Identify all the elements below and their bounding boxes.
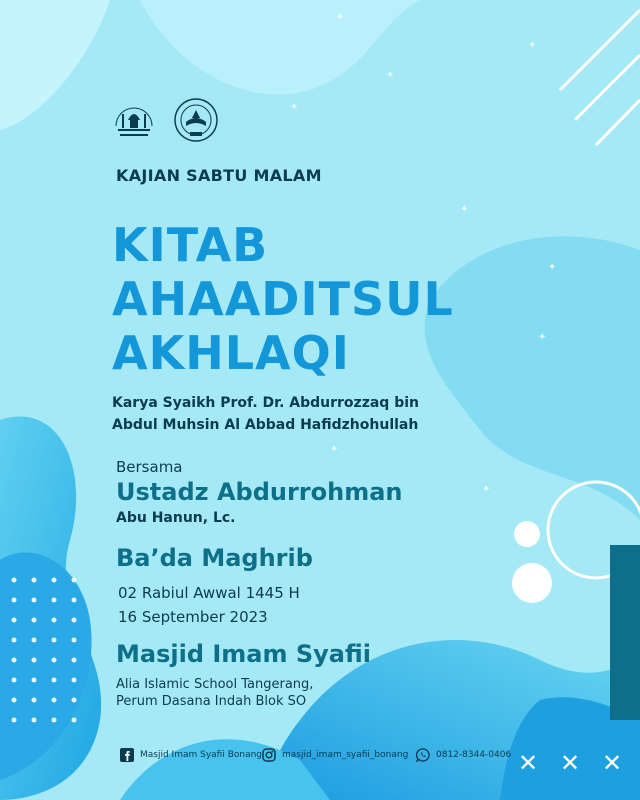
facebook-icon xyxy=(120,748,134,762)
date-hijri: 02 Rabiul Awwal 1445 H xyxy=(118,584,300,602)
date-masehi: 16 September 2023 xyxy=(118,608,268,626)
venue-name: Masjid Imam Syafii xyxy=(116,640,371,668)
school-logo-icon xyxy=(172,96,220,144)
svg-text:✦: ✦ xyxy=(538,332,547,343)
kitab-title xyxy=(112,218,532,380)
venue-address xyxy=(116,676,416,710)
svg-text:✦: ✦ xyxy=(290,102,299,113)
with-label: Bersama xyxy=(116,458,183,476)
title-line: AKHLAQI xyxy=(112,326,350,380)
speaker-name: Ustadz Abdurrohman xyxy=(116,478,403,506)
svg-text:✦: ✦ xyxy=(460,204,469,215)
decor-x-mark: ✕ xyxy=(602,749,623,777)
instagram-contact[interactable] xyxy=(262,748,408,762)
decor-x-mark: ✕ xyxy=(518,749,539,777)
title-line: KITAB xyxy=(112,218,269,272)
author-credit xyxy=(112,392,532,436)
facebook-contact[interactable] xyxy=(120,748,262,762)
whatsapp-contact[interactable] xyxy=(416,748,511,762)
address-line: Perum Dasana Indah Blok SO xyxy=(116,694,307,709)
author-line: Karya Syaikh Prof. Dr. Abdurrozzaq bin xyxy=(112,395,419,411)
instagram-icon xyxy=(262,748,276,762)
svg-text:✦: ✦ xyxy=(336,12,345,23)
svg-text:✦: ✦ xyxy=(482,484,491,495)
footer-contacts xyxy=(0,748,640,778)
author-line: Abdul Muhsin Al Abbad Hafidzhohullah xyxy=(112,417,419,433)
speaker-title: Abu Hanun, Lc. xyxy=(116,510,236,526)
whatsapp-icon xyxy=(416,748,430,762)
facebook-handle: Masjid Imam Syafii Bonang xyxy=(140,750,263,760)
svg-text:✦: ✦ xyxy=(330,444,339,455)
whatsapp-number: 0812-8344-0406 xyxy=(436,750,512,760)
svg-text:✦: ✦ xyxy=(548,262,557,273)
svg-text:✦: ✦ xyxy=(386,70,395,81)
address-line: Alia Islamic School Tangerang, xyxy=(116,677,314,692)
event-label: KAJIAN SABTU MALAM xyxy=(116,166,322,185)
title-line: AHAADITSUL xyxy=(112,272,454,326)
event-time: Ba’da Maghrib xyxy=(116,544,313,572)
mosque-logo-icon xyxy=(110,96,158,144)
instagram-handle: masjid_imam_syafii_bonang xyxy=(282,750,409,760)
decor-x-mark: ✕ xyxy=(560,749,581,777)
logo-group xyxy=(110,96,220,144)
svg-text:✦: ✦ xyxy=(528,40,537,51)
